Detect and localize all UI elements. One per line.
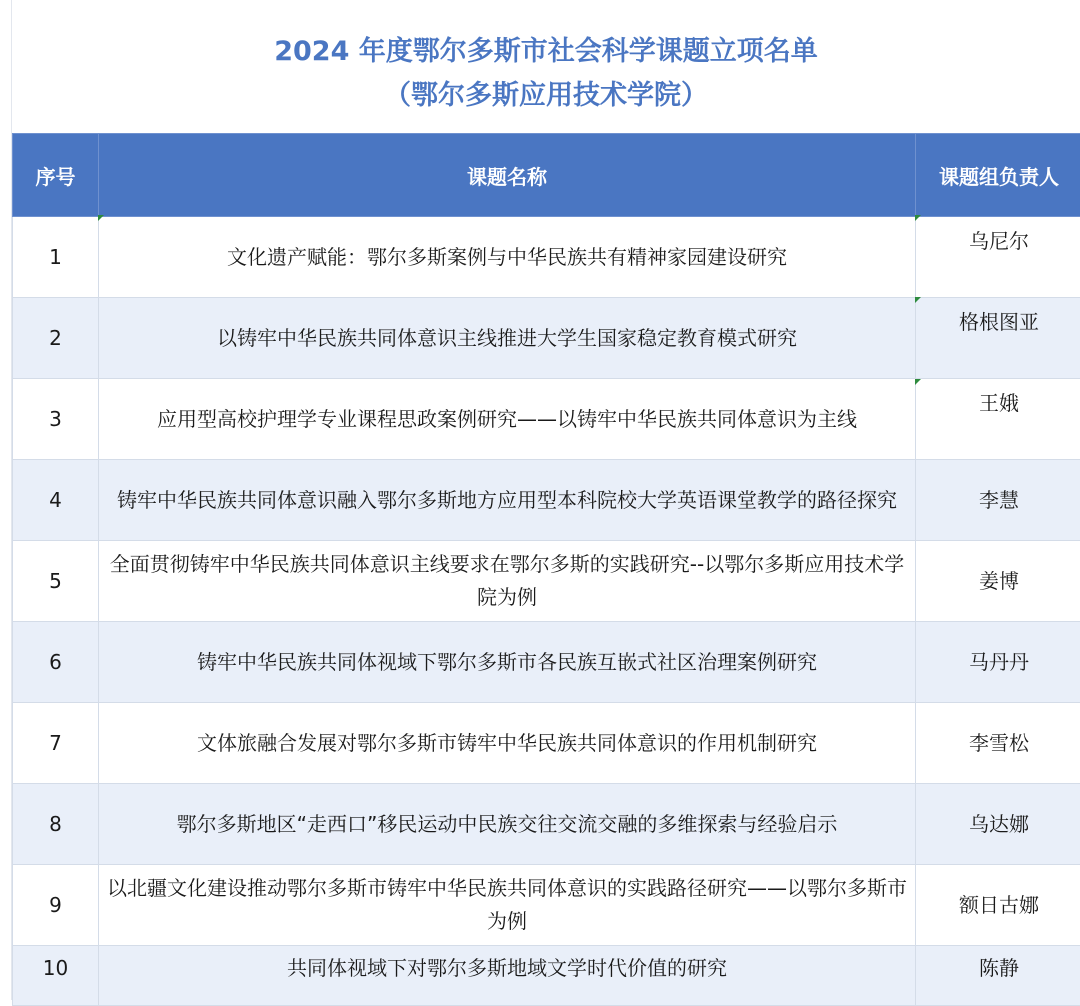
cell-comment-marker — [915, 215, 921, 221]
document-page — [11, 0, 1080, 1000]
table-row — [13, 703, 1080, 784]
document-title — [12, 0, 1080, 133]
table-row — [13, 622, 1080, 703]
row-topic-name: 铸牢中华民族共同体视域下鄂尔多斯市各民族互嵌式社区治理案例研究 — [99, 622, 916, 703]
table-row — [13, 298, 1080, 379]
title-line-2: （鄂尔多斯应用技术学院） — [12, 74, 1080, 118]
header-topic-name: 课题名称 — [99, 134, 916, 217]
row-group-leader: 王娥 — [916, 379, 1080, 460]
row-topic-name: 文体旅融合发展对鄂尔多斯市铸牢中华民族共同体意识的作用机制研究 — [99, 703, 916, 784]
table-header-row — [13, 134, 1080, 217]
row-serial-number: 4 — [13, 460, 99, 541]
table-row — [13, 460, 1080, 541]
row-group-leader: 马丹丹 — [916, 622, 1080, 703]
table-row — [13, 784, 1080, 865]
table-row — [13, 946, 1080, 1006]
table-row — [13, 379, 1080, 460]
row-serial-number: 8 — [13, 784, 99, 865]
table-row — [13, 865, 1080, 946]
row-serial-number: 3 — [13, 379, 99, 460]
header-group-leader: 课题组负责人 — [916, 134, 1080, 217]
row-topic-name: 全面贯彻铸牢中华民族共同体意识主线要求在鄂尔多斯的实践研究--以鄂尔多斯应用技术学院为例 — [99, 541, 916, 622]
row-serial-number: 2 — [13, 298, 99, 379]
row-group-leader: 格根图亚 — [916, 298, 1080, 379]
row-group-leader: 额日古娜 — [916, 865, 1080, 946]
row-group-leader: 李慧 — [916, 460, 1080, 541]
row-group-leader: 乌尼尔 — [916, 217, 1080, 298]
title-line-1: 2024 年度鄂尔多斯市社会科学课题立项名单 — [12, 30, 1080, 74]
row-topic-name: 以北疆文化建设推动鄂尔多斯市铸牢中华民族共同体意识的实践路径研究——以鄂尔多斯市为例 — [99, 865, 916, 946]
row-serial-number: 9 — [13, 865, 99, 946]
row-serial-number: 6 — [13, 622, 99, 703]
row-topic-name: 鄂尔多斯地区“走西口”移民运动中民族交往交流交融的多维探索与经验启示 — [99, 784, 916, 865]
row-serial-number: 5 — [13, 541, 99, 622]
row-group-leader: 姜博 — [916, 541, 1080, 622]
row-group-leader: 乌达娜 — [916, 784, 1080, 865]
cell-comment-marker — [98, 215, 104, 221]
row-group-leader: 陈静 — [916, 946, 1080, 1006]
row-topic-name: 以铸牢中华民族共同体意识主线推进大学生国家稳定教育模式研究 — [99, 298, 916, 379]
row-topic-name: 铸牢中华民族共同体意识融入鄂尔多斯地方应用型本科院校大学英语课堂教学的路径探究 — [99, 460, 916, 541]
project-list-table — [12, 133, 1080, 1006]
row-serial-number: 7 — [13, 703, 99, 784]
row-serial-number: 10 — [13, 946, 99, 1006]
row-topic-name: 共同体视域下对鄂尔多斯地域文学时代价值的研究 — [99, 946, 916, 1006]
row-topic-name: 应用型高校护理学专业课程思政案例研究——以铸牢中华民族共同体意识为主线 — [99, 379, 916, 460]
row-topic-name: 文化遗产赋能：鄂尔多斯案例与中华民族共有精神家园建设研究 — [99, 217, 916, 298]
row-group-leader: 李雪松 — [916, 703, 1080, 784]
row-serial-number: 1 — [13, 217, 99, 298]
cell-comment-marker — [915, 379, 921, 385]
header-serial-number: 序号 — [13, 134, 99, 217]
table-row — [13, 217, 1080, 298]
cell-comment-marker — [915, 297, 921, 303]
table-row — [13, 541, 1080, 622]
